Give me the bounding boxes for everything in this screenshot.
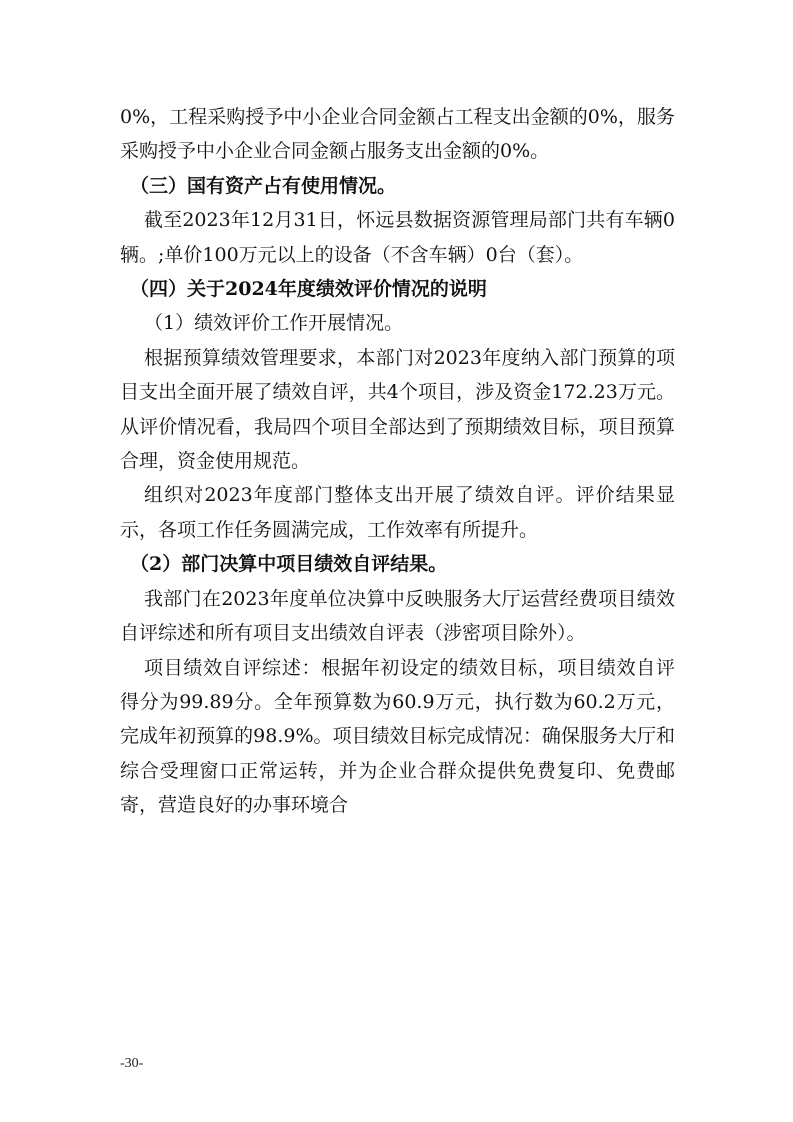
- document-body: [120, 100, 675, 823]
- heading-project-results: （2）部门决算中项目绩效自评结果。: [130, 553, 448, 576]
- paragraph-overall-self-evaluation: 组织对2023年度部门整体支出开展了绩效自评。评价结果显示，各项工作任务圆满完成，工作效率有所提升。: [120, 484, 675, 541]
- paragraph-self-evaluation-summary: 项目绩效自评综述：根据年初设定的绩效目标，项目绩效自评得分为99.89分。全年预算数为60.9万元，执行数为60.2万元，完成年初预算的98.9%。项目绩效目标完成情况：确保服务大厅和综合受理窗口正常运转，并为企业合群众提供免费复印、免费邮寄，营造良好的办事环境合: [120, 656, 675, 817]
- page-number: -30-: [120, 1056, 144, 1071]
- heading-performance-evaluation: （四）关于2024年度绩效评价情况的说明: [130, 278, 487, 301]
- heading-state-assets: （三）国有资产占有使用情况。: [130, 174, 397, 197]
- paragraph-vehicles-equipment: 截至2023年12月31日，怀远县数据资源管理局部门共有车辆0辆。;单价100万元以上的设备（不含车辆）0台（套）。: [120, 209, 675, 266]
- paragraph-evaluation-subheading: （1）绩效评价工作开展情况。: [144, 312, 404, 335]
- paragraph-final-accounts: 我部门在2023年度单位决算中反映服务大厅运营经费项目绩效自评综述和所有项目支出绩效自评表（涉密项目除外）。: [120, 587, 675, 645]
- paragraph-project-self-evaluation: 根据预算绩效管理要求，本部门对2023年度纳入部门预算的项目支出全面开展了绩效自评，共4个项目，涉及资金172.23万元。从评价情况看，我局四个项目全部达到了预期绩效目标，项目预算合理，资金使用规范。: [120, 346, 675, 473]
- paragraph-procurement-ratio: 0%，工程采购授予中小企业合同金额占工程支出金额的0%，服务采购授予中小企业合同金额占服务支出金额的0%。: [120, 106, 675, 163]
